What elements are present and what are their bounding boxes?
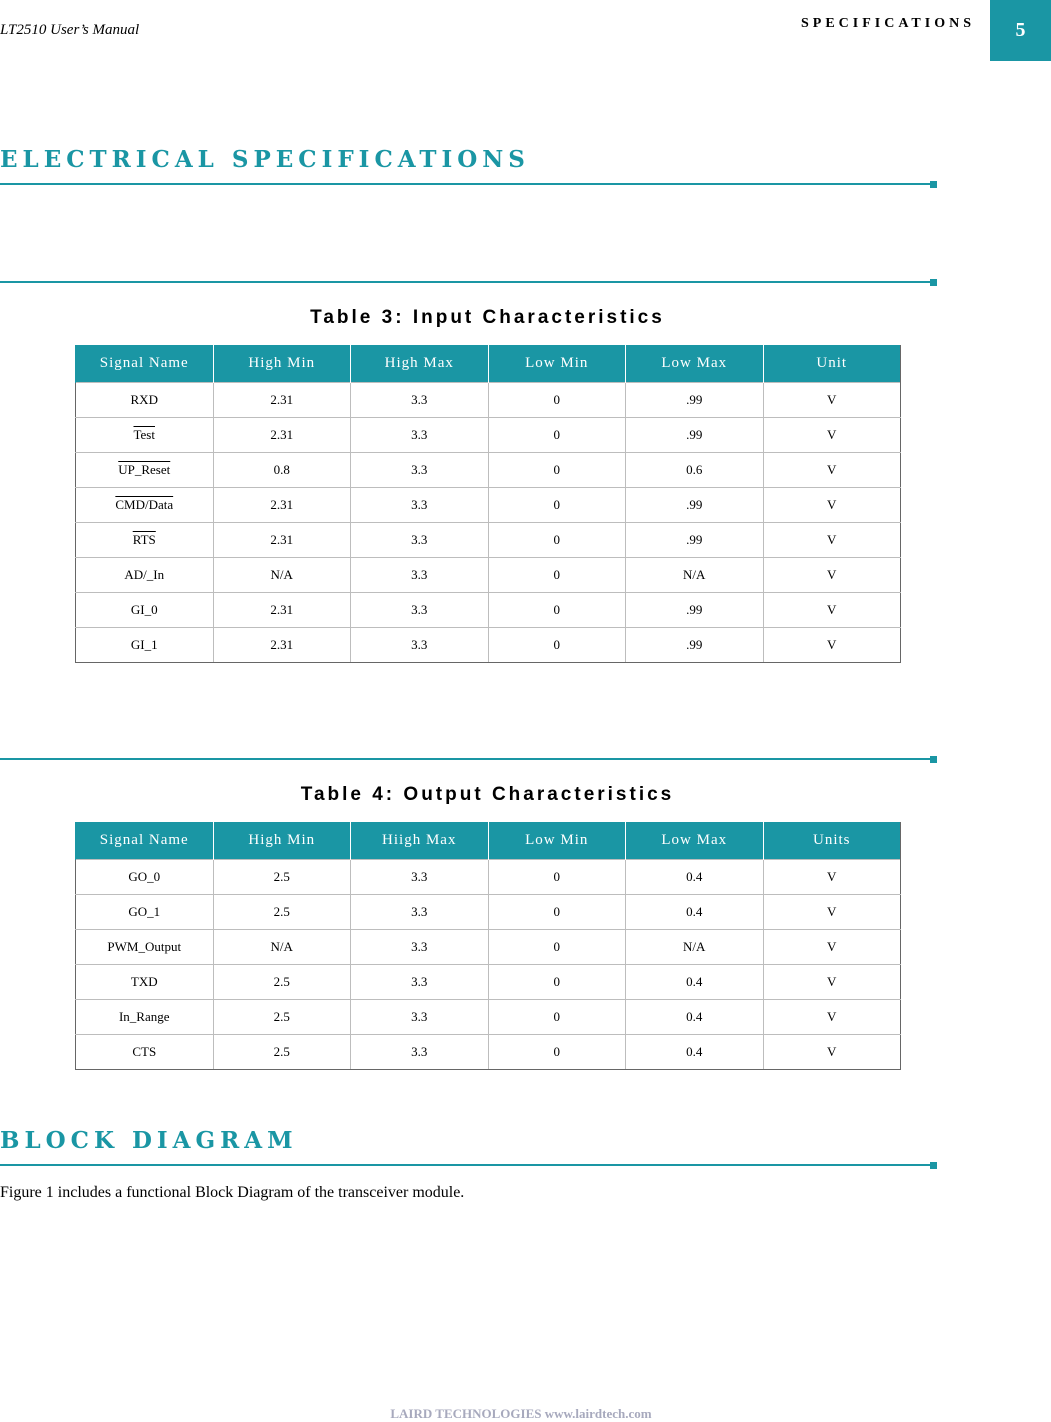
cell-low-max: .99 (626, 523, 764, 558)
cell-high-max: 3.3 (351, 860, 489, 895)
section-label: SPECIFICATIONS (801, 16, 975, 31)
cell-low-min: 0 (488, 453, 626, 488)
cell-high-max: 3.3 (351, 558, 489, 593)
cell-signal-name (76, 1000, 214, 1035)
footer-text: LAIRD TECHNOLOGIES www.lairdtech.com (390, 1406, 652, 1421)
cell-low-max: 0.4 (626, 1000, 764, 1035)
cell-high-max: 3.3 (351, 383, 489, 418)
column-header-high-min: High Min (213, 822, 351, 860)
cell-unit: V (763, 418, 901, 453)
rule-end-marker (930, 279, 937, 286)
table-row (76, 523, 901, 558)
section-rule (0, 1164, 930, 1166)
cell-high-max: 3.3 (351, 930, 489, 965)
table-header-row (76, 345, 901, 383)
cell-unit: V (763, 930, 901, 965)
cell-low-max: .99 (626, 418, 764, 453)
table-row (76, 558, 901, 593)
cell-low-max: 0.4 (626, 895, 764, 930)
cell-low-min: 0 (488, 488, 626, 523)
column-header-high-max: Hiigh Max (351, 822, 489, 860)
block-diagram-paragraph: Figure 1 includes a functional Block Diagram of the transceiver module. (0, 1184, 465, 1201)
cell-unit: V (763, 895, 901, 930)
signal-name-text: GI_0 (130, 602, 158, 617)
table-row (76, 895, 901, 930)
column-header-low-max: Low Max (626, 345, 764, 383)
column-header-unit: Units (763, 822, 901, 860)
cell-signal-name (76, 965, 214, 1000)
cell-low-max: 0.4 (626, 965, 764, 1000)
cell-low-min: 0 (488, 558, 626, 593)
cell-high-min: 2.31 (213, 488, 351, 523)
table-row (76, 1000, 901, 1035)
signal-name-text: PWM_Output (107, 939, 182, 954)
cell-signal-name (76, 930, 214, 965)
cell-low-max: 0.6 (626, 453, 764, 488)
cell-high-min: 2.31 (213, 628, 351, 663)
cell-low-max: .99 (626, 628, 764, 663)
cell-unit: V (763, 558, 901, 593)
cell-high-max: 3.3 (351, 965, 489, 1000)
cell-high-max: 3.3 (351, 593, 489, 628)
signal-name-text: In_Range (118, 1009, 170, 1024)
cell-unit: V (763, 1000, 901, 1035)
cell-signal-name (76, 860, 214, 895)
cell-high-max: 3.3 (351, 453, 489, 488)
signal-name-text: UP_Reset (118, 462, 171, 477)
cell-high-max: 3.3 (351, 628, 489, 663)
cell-high-max: 3.3 (351, 523, 489, 558)
cell-low-min: 0 (488, 418, 626, 453)
column-header-unit: Unit (763, 345, 901, 383)
cell-signal-name (76, 453, 214, 488)
cell-low-min: 0 (488, 523, 626, 558)
cell-unit: V (763, 1035, 901, 1070)
cell-low-min: 0 (488, 895, 626, 930)
cell-low-max: .99 (626, 383, 764, 418)
cell-high-max: 3.3 (351, 895, 489, 930)
cell-unit: V (763, 523, 901, 558)
cell-high-min: 2.5 (213, 1035, 351, 1070)
table-row (76, 488, 901, 523)
cell-low-min: 0 (488, 1035, 626, 1070)
cell-unit: V (763, 488, 901, 523)
column-header-low-min: Low Min (488, 822, 626, 860)
cell-low-max: N/A (626, 930, 764, 965)
column-header-low-max: Low Max (626, 822, 764, 860)
signal-name-text: GI_1 (130, 637, 158, 652)
signal-name-text: GO_0 (128, 869, 161, 884)
output-characteristics-table (75, 822, 901, 1070)
signal-name-text: GO_1 (128, 904, 161, 919)
cell-low-max: .99 (626, 593, 764, 628)
cell-signal-name (76, 523, 214, 558)
table-row (76, 593, 901, 628)
cell-high-min: 2.31 (213, 523, 351, 558)
cell-signal-name (76, 593, 214, 628)
cell-signal-name (76, 1035, 214, 1070)
cell-high-min: 2.31 (213, 593, 351, 628)
table-rule (0, 281, 930, 283)
cell-low-max: .99 (626, 488, 764, 523)
cell-unit: V (763, 383, 901, 418)
column-header-signal-name: Signal Name (76, 345, 214, 383)
signal-name-text: Test (133, 427, 155, 442)
table-row (76, 383, 901, 418)
column-header-high-max: High Max (351, 345, 489, 383)
cell-signal-name (76, 895, 214, 930)
cell-unit: V (763, 593, 901, 628)
cell-unit: V (763, 628, 901, 663)
chapter-number-tab: 5 (990, 0, 1051, 61)
cell-high-max: 3.3 (351, 418, 489, 453)
block-diagram-heading: BLOCK DIAGRAM (0, 1127, 298, 1154)
cell-signal-name (76, 488, 214, 523)
cell-high-min: N/A (213, 930, 351, 965)
cell-low-max: 0.4 (626, 860, 764, 895)
cell-low-max: N/A (626, 558, 764, 593)
column-header-signal-name: Signal Name (76, 822, 214, 860)
manual-title: LT2510 User’s Manual (0, 22, 140, 38)
column-header-high-min: High Min (213, 345, 351, 383)
cell-low-min: 0 (488, 593, 626, 628)
table-rule (0, 758, 930, 760)
signal-name-text: TXD (130, 974, 158, 989)
cell-signal-name (76, 383, 214, 418)
cell-signal-name (76, 558, 214, 593)
rule-end-marker (930, 181, 937, 188)
cell-high-min: 2.5 (213, 895, 351, 930)
cell-high-min: N/A (213, 558, 351, 593)
cell-unit: V (763, 860, 901, 895)
cell-high-min: 2.31 (213, 418, 351, 453)
cell-high-min: 0.8 (213, 453, 351, 488)
rule-end-marker (930, 1162, 937, 1169)
table-row (76, 628, 901, 663)
cell-low-min: 0 (488, 965, 626, 1000)
signal-name-text: AD/_In (124, 567, 165, 582)
electrical-specifications-heading: ELECTRICAL SPECIFICATIONS (0, 146, 530, 173)
cell-high-min: 2.5 (213, 1000, 351, 1035)
table-row (76, 418, 901, 453)
table-header-row (76, 822, 901, 860)
table-row (76, 930, 901, 965)
cell-low-min: 0 (488, 383, 626, 418)
signal-name-text: CMD/Data (115, 497, 174, 512)
cell-low-max: 0.4 (626, 1035, 764, 1070)
cell-high-min: 2.31 (213, 383, 351, 418)
input-characteristics-table (75, 345, 901, 663)
signal-name-text: RXD (130, 392, 158, 407)
cell-unit: V (763, 965, 901, 1000)
cell-signal-name (76, 628, 214, 663)
cell-high-max: 3.3 (351, 488, 489, 523)
table-row (76, 860, 901, 895)
output-table-caption: Table 4: Output Characteristics (300, 784, 675, 805)
cell-low-min: 0 (488, 1000, 626, 1035)
column-header-low-min: Low Min (488, 345, 626, 383)
cell-unit: V (763, 453, 901, 488)
cell-signal-name (76, 418, 214, 453)
signal-name-text: CTS (132, 1044, 157, 1059)
table-row (76, 1035, 901, 1070)
table-row (76, 965, 901, 1000)
cell-high-max: 3.3 (351, 1035, 489, 1070)
signal-name-text: $\overline{RTS}$ (132, 532, 156, 547)
cell-low-min: 0 (488, 628, 626, 663)
cell-high-min: 2.5 (213, 860, 351, 895)
rule-end-marker (930, 756, 937, 763)
section-rule (0, 183, 930, 185)
cell-low-min: 0 (488, 860, 626, 895)
cell-high-max: 3.3 (351, 1000, 489, 1035)
cell-high-min: 2.5 (213, 965, 351, 1000)
input-table-caption: Table 3: Input Characteristics (310, 307, 665, 328)
cell-low-min: 0 (488, 930, 626, 965)
table-row (76, 453, 901, 488)
